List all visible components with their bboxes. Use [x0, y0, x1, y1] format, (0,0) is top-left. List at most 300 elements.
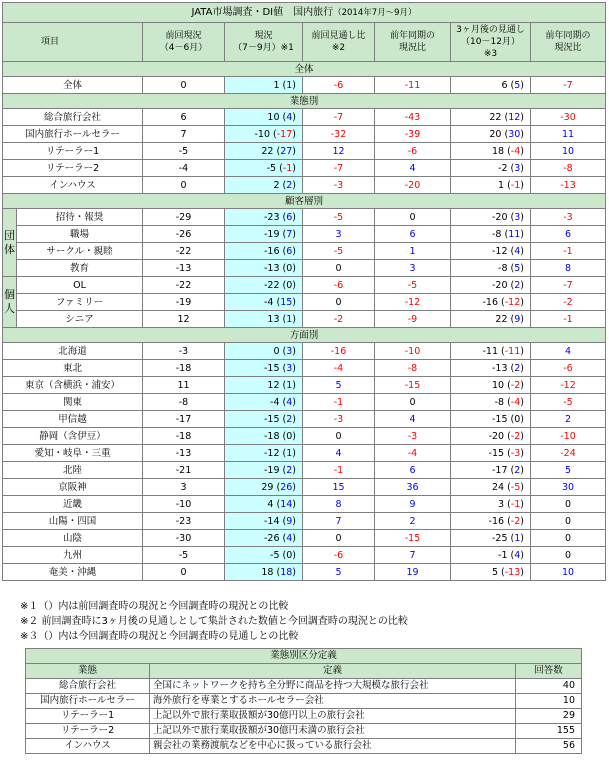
outlook: 5 (-13)	[451, 564, 531, 581]
curr-diff: -1	[282, 162, 293, 174]
legend-title: 業態別区分定義	[26, 649, 582, 664]
vs-last-year-value: -5	[375, 277, 451, 294]
outlook-value: -1	[498, 549, 508, 561]
outlook-diff: 30	[508, 128, 521, 140]
legend-definition: 海外旅行を専業とするホールセラー会社	[150, 694, 516, 709]
curr-diff: 1	[286, 313, 293, 325]
vs-prev-outlook-value: -5	[303, 243, 375, 260]
curr: -12 (1)	[225, 445, 303, 462]
customer-section-label: 顧客層別	[3, 194, 606, 209]
header-prev: 前回現況 （4－6月）	[143, 23, 225, 62]
prev-value: -4	[143, 160, 225, 177]
prev-value: -13	[143, 260, 225, 277]
vs-last-year-value: 36	[375, 479, 451, 496]
table-row	[3, 226, 606, 243]
curr: -5 (0)	[225, 547, 303, 564]
outlook-vs-last-year-value: -6	[531, 360, 606, 377]
outlook: -15 (-3)	[451, 445, 531, 462]
vs-last-year-value: -15	[375, 377, 451, 394]
curr-diff: 0	[286, 549, 293, 561]
di-survey-table	[2, 2, 606, 581]
curr-value: -4	[270, 396, 280, 408]
legend-row	[26, 679, 582, 694]
legend-definition: 全国にネットワークを持ち全分野に商品を持つ大規模な旅行会社	[150, 679, 516, 694]
outlook: -8 (-4)	[451, 394, 531, 411]
footnotes	[20, 599, 408, 644]
outlook-diff: -3	[510, 447, 521, 459]
outlook-value: 3	[498, 498, 505, 510]
prev-value: 0	[143, 177, 225, 194]
prev-value: -23	[143, 513, 225, 530]
vs-prev-outlook-value: -6	[303, 277, 375, 294]
curr-value: 12	[267, 379, 280, 391]
curr: -18 (0)	[225, 428, 303, 445]
curr-value: -23	[263, 211, 280, 223]
curr: -14 (9)	[225, 513, 303, 530]
curr-value: 4	[267, 498, 274, 510]
outlook-diff: -2	[510, 515, 521, 527]
legend-row	[26, 724, 582, 739]
region-section-label: 方面別	[3, 328, 606, 343]
vs-last-year-value: 6	[375, 462, 451, 479]
curr-diff: 14	[280, 498, 293, 510]
prev-value: -17	[143, 411, 225, 428]
curr: 10 (4)	[225, 109, 303, 126]
prev-value: -18	[143, 428, 225, 445]
outlook-vs-last-year-value: 6	[531, 226, 606, 243]
row-label: 静岡（含伊豆）	[3, 428, 143, 445]
vs-last-year-value: 6	[375, 226, 451, 243]
curr-diff: -17	[276, 128, 293, 140]
vs-prev-outlook-value: -6	[303, 77, 375, 94]
legend-type: リテーラー2	[26, 724, 150, 739]
vs-last-year-value: -3	[375, 428, 451, 445]
outlook-value: -11	[482, 345, 499, 357]
table-row	[3, 109, 606, 126]
header-outlook: 3ヶ月後の見通し （10－12月） ※3	[451, 23, 531, 62]
outlook-value: -16	[488, 515, 505, 527]
table-row	[3, 243, 606, 260]
legend-row	[26, 739, 582, 754]
outlook-value: 6	[501, 79, 508, 91]
outlook-value: 1	[498, 179, 505, 191]
outlook: -20 (3)	[451, 209, 531, 226]
outlook-value: -8	[491, 228, 502, 240]
table-row	[3, 530, 606, 547]
footnote-3: ※３（）内は今回調査時の現況と今回調査時の見通しとの比較	[20, 631, 299, 642]
curr-value: -14	[263, 515, 280, 527]
curr: 0 (3)	[225, 343, 303, 360]
outlook-value: 5	[491, 566, 499, 578]
curr-value: 13	[267, 313, 280, 325]
curr: -19 (2)	[225, 462, 303, 479]
row-label: OL	[17, 277, 143, 294]
row-label: 職場	[17, 226, 143, 243]
vs-last-year-value: -9	[375, 311, 451, 328]
legend-definition: 上記以外で旅行業取扱額が30億円以上の旅行会社	[150, 709, 516, 724]
table-row	[3, 360, 606, 377]
prev-value: 7	[143, 126, 225, 143]
curr-diff: 4	[286, 396, 293, 408]
curr: -23 (6)	[225, 209, 303, 226]
legend-count: 56	[516, 739, 582, 754]
row-label: リテーラー1	[3, 143, 143, 160]
row-label: 近畿	[3, 496, 143, 513]
curr-value: -22	[263, 279, 280, 291]
curr-diff: 26	[280, 481, 293, 493]
vs-prev-outlook-value: 5	[303, 564, 375, 581]
prev-value: -3	[143, 343, 225, 360]
outlook: -25 (1)	[451, 530, 531, 547]
legend-type: インハウス	[26, 739, 150, 754]
curr-diff: 2	[286, 464, 293, 476]
outlook-vs-last-year-value: -10	[531, 428, 606, 445]
outlook: -15 (0)	[451, 411, 531, 428]
curr-diff: 9	[286, 515, 293, 527]
table-row	[3, 260, 606, 277]
curr: -15 (3)	[225, 360, 303, 377]
outlook-vs-last-year-value: -12	[531, 377, 606, 394]
header-vs-last-year: 前年同期の 現況比	[375, 23, 451, 62]
outlook-diff: -1	[510, 179, 521, 191]
outlook-vs-last-year-value: 10	[531, 143, 606, 160]
outlook-vs-last-year-value: -2	[531, 294, 606, 311]
vs-last-year-value: 1	[375, 243, 451, 260]
vs-prev-outlook-value: 15	[303, 479, 375, 496]
curr: -22 (0)	[225, 277, 303, 294]
curr-diff: 1	[286, 447, 293, 459]
row-label: 国内旅行ホールセラー	[3, 126, 143, 143]
vs-prev-outlook-value: -5	[303, 209, 375, 226]
legend-header-count: 回答数	[516, 664, 582, 679]
curr-diff: 0	[286, 279, 293, 291]
outlook-diff: -4	[510, 145, 521, 157]
vs-last-year-value: 3	[375, 260, 451, 277]
outlook-value: 22	[489, 111, 502, 123]
curr-diff: 2	[286, 179, 293, 191]
outlook-vs-last-year-value: -13	[531, 177, 606, 194]
curr-diff: 0	[286, 430, 293, 442]
curr-value: -10	[254, 128, 271, 140]
outlook-value: 20	[489, 128, 502, 140]
outlook-vs-last-year-value: -5	[531, 394, 606, 411]
curr-diff: 15	[280, 296, 293, 308]
vs-prev-outlook-value: -32	[303, 126, 375, 143]
outlook-value: 22	[495, 313, 508, 325]
outlook-diff: 3	[514, 211, 521, 223]
outlook-vs-last-year-value: -24	[531, 445, 606, 462]
footnote-1: ※１（）内は前回調査時の現況と今回調査時の現況との比較	[20, 601, 289, 612]
table-row	[3, 462, 606, 479]
prev-value: 12	[143, 311, 225, 328]
prev-value: -5	[143, 143, 225, 160]
outlook-diff: -13	[504, 566, 521, 578]
outlook-vs-last-year-value: 0	[531, 496, 606, 513]
row-label: インハウス	[3, 177, 143, 194]
curr: -5 (-1)	[225, 160, 303, 177]
outlook: 18 (-4)	[451, 143, 531, 160]
outlook-value: -20	[491, 211, 508, 223]
legend-header-definition: 定義	[150, 664, 516, 679]
outlook-vs-last-year-value: 30	[531, 479, 606, 496]
prev-value: -10	[143, 496, 225, 513]
prev-value: -18	[143, 360, 225, 377]
curr: 13 (1)	[225, 311, 303, 328]
curr-value: -18	[263, 430, 280, 442]
table-period: （2014年7月～9月）	[333, 7, 417, 18]
vs-last-year-value: 4	[375, 411, 451, 428]
curr-diff: 7	[286, 228, 293, 240]
vs-last-year-value: -6	[375, 143, 451, 160]
outlook: -8 (5)	[451, 260, 531, 277]
vs-prev-outlook-value: -7	[303, 109, 375, 126]
outlook-value: -16	[482, 296, 499, 308]
curr: -15 (2)	[225, 411, 303, 428]
outlook-diff: -5	[510, 481, 521, 493]
row-label: 北陸	[3, 462, 143, 479]
outlook: -12 (4)	[451, 243, 531, 260]
row-label: 総合旅行会社	[3, 109, 143, 126]
outlook-value: -8	[498, 262, 508, 274]
outlook: 20 (30)	[451, 126, 531, 143]
vs-last-year-value: 7	[375, 547, 451, 564]
vs-prev-outlook-value: -3	[303, 411, 375, 428]
table-row	[3, 294, 606, 311]
curr-diff: 0	[286, 262, 293, 274]
outlook-value: -20	[491, 279, 508, 291]
prev-value: -19	[143, 294, 225, 311]
outlook-diff: 5	[514, 79, 521, 91]
outlook-vs-last-year-value: -1	[531, 311, 606, 328]
footnote-2: ※２ 前回調査時に3ヶ月後の見通しとして集計された数値と今回調査時の現況との比較	[20, 616, 408, 627]
row-label: 教育	[17, 260, 143, 277]
prev-value: -29	[143, 209, 225, 226]
vs-prev-outlook-value: -2	[303, 311, 375, 328]
table-row	[3, 77, 606, 94]
dantai-group-label: 団 体	[3, 209, 17, 277]
legend-count: 29	[516, 709, 582, 724]
vs-last-year-value: 4	[375, 160, 451, 177]
curr-value: -15	[263, 413, 280, 425]
table-row	[3, 377, 606, 394]
vs-prev-outlook-value: -1	[303, 394, 375, 411]
customer-section-row	[3, 194, 606, 209]
outlook-vs-last-year-value: 0	[531, 530, 606, 547]
curr: 12 (1)	[225, 377, 303, 394]
curr-diff: 4	[286, 532, 293, 544]
curr-value: 18	[261, 566, 274, 578]
prev-value: -22	[143, 243, 225, 260]
outlook: -17 (2)	[451, 462, 531, 479]
outlook: -16 (-12)	[451, 294, 531, 311]
outlook-value: -15	[491, 413, 508, 425]
row-label: 東京（含横浜・浦安）	[3, 377, 143, 394]
row-label: シニア	[17, 311, 143, 328]
header-outlook-vs-last-year: 前年同期の 現況比	[531, 23, 606, 62]
curr-diff: 27	[280, 145, 293, 157]
table-row	[3, 160, 606, 177]
curr: 29 (26)	[225, 479, 303, 496]
legend-type: リテーラー1	[26, 709, 150, 724]
outlook-diff: 4	[514, 245, 521, 257]
outlook: -16 (-2)	[451, 513, 531, 530]
row-label: 全体	[3, 77, 143, 94]
outlook-diff: 2	[514, 279, 521, 291]
vs-prev-outlook-value: -6	[303, 547, 375, 564]
outlook: 1 (-1)	[451, 177, 531, 194]
vs-prev-outlook-value: 0	[303, 530, 375, 547]
vs-prev-outlook-value: 5	[303, 377, 375, 394]
prev-value: 0	[143, 77, 225, 94]
vs-last-year-value: -4	[375, 445, 451, 462]
outlook-diff: 1	[514, 532, 521, 544]
header-vs-prev-outlook: 前回見通し比 ※2	[303, 23, 375, 62]
curr: 22 (27)	[225, 143, 303, 160]
outlook: -13 (2)	[451, 360, 531, 377]
outlook-value: -8	[494, 396, 505, 408]
outlook: -11 (-11)	[451, 343, 531, 360]
vs-prev-outlook-value: 7	[303, 513, 375, 530]
row-label: 山陽・四国	[3, 513, 143, 530]
outlook: 3 (-1)	[451, 496, 531, 513]
curr: 4 (14)	[225, 496, 303, 513]
vs-prev-outlook-value: 0	[303, 294, 375, 311]
legend-type: 総合旅行会社	[26, 679, 150, 694]
prev-value: -26	[143, 226, 225, 243]
table-row	[3, 277, 606, 294]
table-row	[3, 564, 606, 581]
curr: -19 (7)	[225, 226, 303, 243]
curr: -4 (15)	[225, 294, 303, 311]
outlook-diff: -1	[510, 498, 521, 510]
curr-value: -19	[263, 464, 280, 476]
row-label: 京阪神	[3, 479, 143, 496]
table-row	[3, 513, 606, 530]
curr-diff: 4	[286, 111, 293, 123]
curr-value: 22	[261, 145, 274, 157]
curr-value: 1	[273, 79, 280, 91]
header-row	[3, 23, 606, 62]
curr-value: -13	[263, 262, 280, 274]
outlook-vs-last-year-value: 4	[531, 343, 606, 360]
vs-prev-outlook-value: 0	[303, 428, 375, 445]
outlook-diff: -2	[510, 430, 521, 442]
legend-header-type: 業態	[26, 664, 150, 679]
outlook: -20 (2)	[451, 277, 531, 294]
prev-value: -8	[143, 394, 225, 411]
header-curr: 現況 （7－9月）※1	[225, 23, 303, 62]
outlook-value: -25	[491, 532, 508, 544]
outlook-vs-last-year-value: -1	[531, 243, 606, 260]
vs-last-year-value: -11	[375, 77, 451, 94]
curr: -4 (4)	[225, 394, 303, 411]
table-row	[3, 311, 606, 328]
curr: -16 (6)	[225, 243, 303, 260]
curr-diff: 18	[280, 566, 293, 578]
row-label: 甲信越	[3, 411, 143, 428]
vs-prev-outlook-value: 0	[303, 260, 375, 277]
overall-section-label: 全体	[3, 62, 606, 77]
prev-value: -30	[143, 530, 225, 547]
outlook-diff: 9	[514, 313, 521, 325]
legend-row	[26, 709, 582, 724]
outlook-diff: 11	[508, 228, 521, 240]
curr: 1 (1)	[225, 77, 303, 94]
outlook: -8 (11)	[451, 226, 531, 243]
table-row	[3, 209, 606, 226]
outlook-diff: -4	[510, 396, 521, 408]
outlook-value: -13	[491, 362, 508, 374]
legend-row	[26, 694, 582, 709]
business-section-label: 業態別	[3, 94, 606, 109]
prev-value: -22	[143, 277, 225, 294]
vs-prev-outlook-value: -4	[303, 360, 375, 377]
prev-value: -5	[143, 547, 225, 564]
outlook-diff: -11	[504, 345, 521, 357]
outlook-vs-last-year-value: -7	[531, 277, 606, 294]
outlook: -1 (4)	[451, 547, 531, 564]
vs-prev-outlook-value: 4	[303, 445, 375, 462]
row-label: 北海道	[3, 343, 143, 360]
outlook-value: -15	[488, 447, 505, 459]
curr: 18 (18)	[225, 564, 303, 581]
table-row	[3, 479, 606, 496]
curr-value: -19	[263, 228, 280, 240]
curr-value: 10	[267, 111, 280, 123]
table-row	[3, 445, 606, 462]
outlook-diff: 0	[514, 413, 521, 425]
outlook-vs-last-year-value: 2	[531, 411, 606, 428]
outlook-diff: 2	[514, 464, 521, 476]
curr-diff: 1	[286, 79, 293, 91]
table-row	[3, 177, 606, 194]
curr-value: -15	[263, 362, 280, 374]
row-label: 関東	[3, 394, 143, 411]
outlook-vs-last-year-value: -3	[531, 209, 606, 226]
curr: -10 (-17)	[225, 126, 303, 143]
prev-value: 6	[143, 109, 225, 126]
outlook: -2 (3)	[451, 160, 531, 177]
vs-last-year-value: 0	[375, 209, 451, 226]
kojin-group-label: 個 人	[3, 277, 17, 328]
outlook-vs-last-year-value: -30	[531, 109, 606, 126]
outlook-diff: -12	[504, 296, 521, 308]
outlook: 10 (-2)	[451, 377, 531, 394]
curr-diff: 3	[286, 362, 293, 374]
row-label: 奄美・沖縄	[3, 564, 143, 581]
vs-last-year-value: -43	[375, 109, 451, 126]
curr-value: 2	[273, 179, 280, 191]
curr-diff: 2	[286, 413, 293, 425]
table-row	[3, 496, 606, 513]
prev-value: -21	[143, 462, 225, 479]
curr-value: 0	[273, 345, 280, 357]
vs-prev-outlook-value: -1	[303, 462, 375, 479]
outlook-value: -12	[491, 245, 508, 257]
vs-prev-outlook-value: 3	[303, 226, 375, 243]
legend-definition: 上記以外で旅行業取扱額が30億円未満の旅行会社	[150, 724, 516, 739]
outlook: -20 (-2)	[451, 428, 531, 445]
vs-prev-outlook-value: -3	[303, 177, 375, 194]
curr-value: -5	[270, 549, 280, 561]
legend-count: 155	[516, 724, 582, 739]
curr-diff: 6	[286, 245, 293, 257]
outlook-vs-last-year-value: 8	[531, 260, 606, 277]
row-label: ファミリー	[17, 294, 143, 311]
table-row	[3, 343, 606, 360]
table-row	[3, 394, 606, 411]
prev-value: 11	[143, 377, 225, 394]
